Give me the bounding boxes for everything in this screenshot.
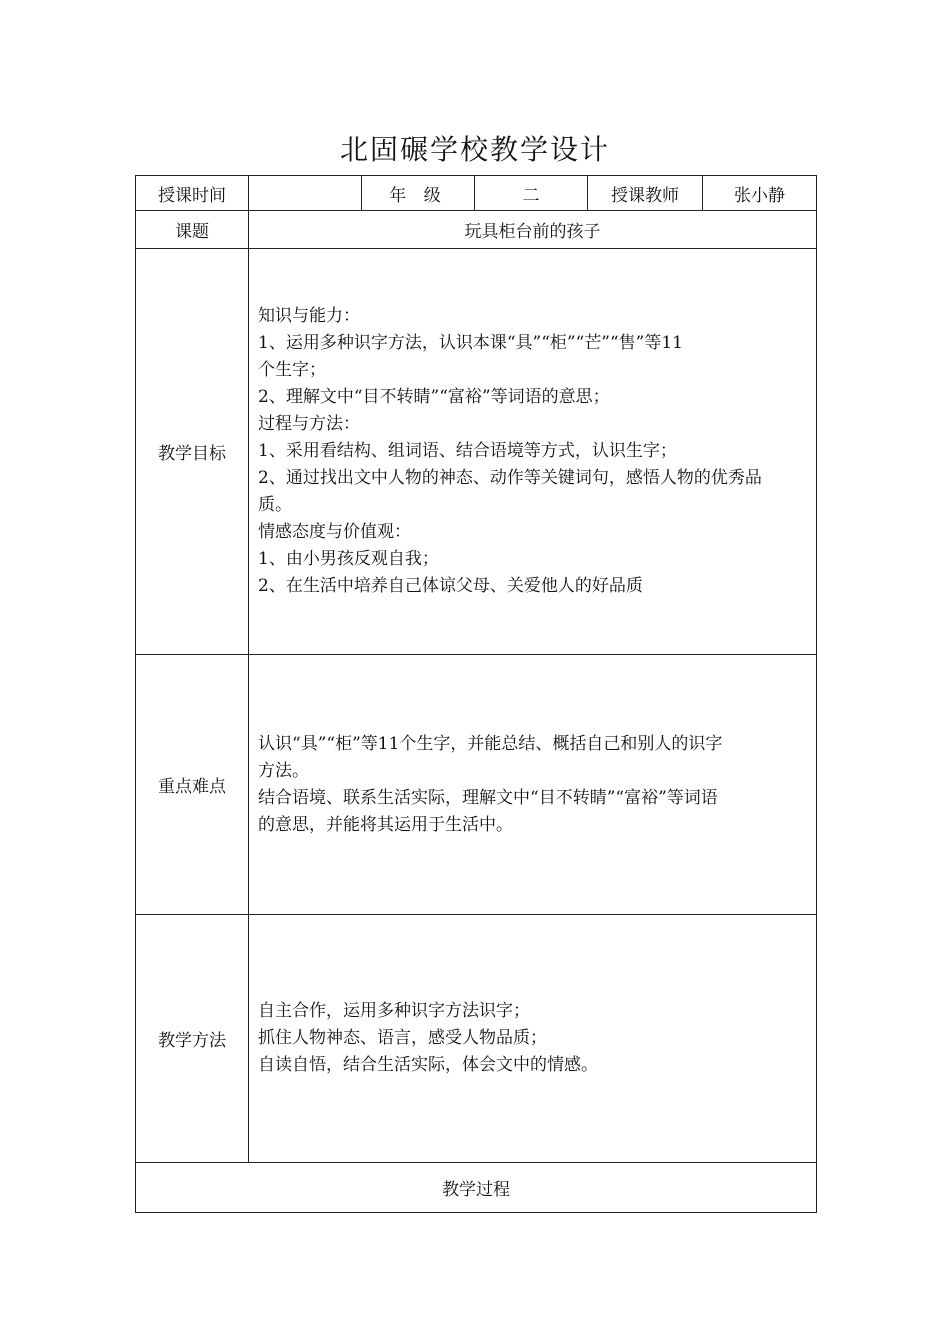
teacher-label: 授课教师 xyxy=(588,176,703,211)
objectives-line: 过程与方法： xyxy=(258,414,360,434)
objectives-line: 情感态度与价值观： xyxy=(258,522,411,542)
objectives-line: 1、采用看结构、组词语、结合语境等方式，认识生字； xyxy=(258,441,677,461)
objectives-content xyxy=(249,249,817,655)
objectives-line: 2、在生活中培养自己体谅父母、关爱他人的好品质 xyxy=(258,576,643,596)
time-value xyxy=(249,176,362,211)
key-points-line: 的意思，并能将其运用于生活中。 xyxy=(258,814,513,835)
key-points-content xyxy=(249,655,817,915)
process-label: 教学过程 xyxy=(136,1163,817,1213)
topic-value: 玩具柜台前的孩子 xyxy=(249,211,817,249)
objectives-line: 个生字； xyxy=(258,360,326,380)
methods-content xyxy=(249,915,817,1163)
methods-row xyxy=(136,915,817,1163)
key-points-line: 认识“具”“柜”等11个生字，并能总结、概括自己和别人的识字 xyxy=(258,733,723,754)
objectives-line: 质。 xyxy=(258,495,292,515)
objectives-line: 2、通过找出文中人物的神态、动作等关键词句，感悟人物的优秀品 xyxy=(258,468,762,488)
key-points-label: 重点难点 xyxy=(136,655,249,915)
header-row xyxy=(136,176,817,211)
objectives-label: 教学目标 xyxy=(136,249,249,655)
methods-line: 抓住人物神态、语言，感受人物品质； xyxy=(258,1028,547,1048)
topic-row xyxy=(136,211,817,249)
methods-label: 教学方法 xyxy=(136,915,249,1163)
lesson-plan-table xyxy=(135,175,817,1213)
objectives-line: 1、由小男孩反观自我； xyxy=(258,549,439,569)
time-label: 授课时间 xyxy=(136,176,249,211)
objectives-line: 1、运用多种识字方法，认识本课“具”“柜”“芒”“售”等11 xyxy=(258,333,683,353)
methods-line: 自读自悟，结合生活实际，体会文中的情感。 xyxy=(258,1055,598,1075)
teacher-value: 张小静 xyxy=(703,176,817,211)
objectives-line: 2、理解文中“目不转睛”“富裕”等词语的意思； xyxy=(258,387,610,407)
grade-value: 二 xyxy=(475,176,588,211)
key-points-line: 方法。 xyxy=(258,760,309,781)
grade-label: 年 级 xyxy=(362,176,475,211)
objectives-line: 知识与能力： xyxy=(258,306,360,326)
document-title: 北固碾学校教学设计 xyxy=(339,133,610,166)
key-points-line: 结合语境、联系生活实际，理解文中“目不转睛”“富裕”等词语 xyxy=(258,787,718,808)
topic-label: 课题 xyxy=(136,211,249,249)
methods-line: 自主合作，运用多种识字方法识字； xyxy=(258,1001,530,1021)
key-points-row xyxy=(136,655,817,915)
objectives-row xyxy=(136,249,817,655)
process-row xyxy=(136,1163,817,1213)
